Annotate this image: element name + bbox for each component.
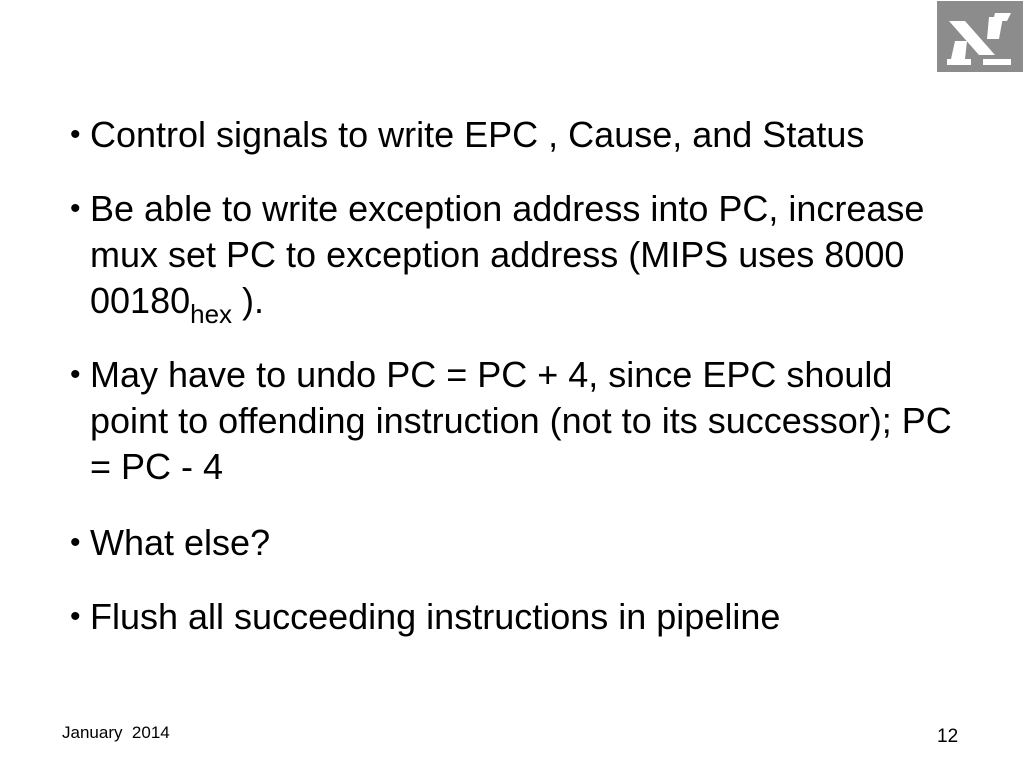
aleph-icon [937, 1, 1023, 72]
bullet-item [60, 112, 960, 158]
bullet-text: Control signals to write EPC , Cause, and Status [90, 114, 865, 155]
bullet-item [60, 186, 960, 329]
bullet-text: Flush all succeeding instructions in pipeline [90, 596, 781, 637]
bullet-text [90, 186, 960, 329]
bullet-text-tail: ). [232, 280, 265, 321]
hex-subscript: hex [190, 299, 233, 329]
bullet-item [60, 352, 960, 490]
bullet-text: What else? [90, 522, 271, 563]
bullet-text-main: Be able to write exception address into PC, increase mux set PC to exception address (MIPS uses 8000 00180 [90, 188, 925, 321]
bullet-marker: • [70, 118, 81, 151]
footer-date: January 2014 [62, 723, 170, 742]
bullet-text: May have to undo PC = PC + 4, since EPC should point to offending instruction (not to its successor); PC = PC - 4 [90, 354, 952, 487]
bullet-marker: • [70, 526, 81, 559]
bullet-marker: • [70, 600, 81, 633]
bullet-item [60, 520, 960, 566]
page-number: 12 [937, 726, 959, 747]
bullet-item [60, 594, 960, 640]
bullet-marker: • [70, 358, 81, 391]
aleph-logo [937, 1, 1023, 72]
bullet-marker: • [70, 192, 81, 225]
